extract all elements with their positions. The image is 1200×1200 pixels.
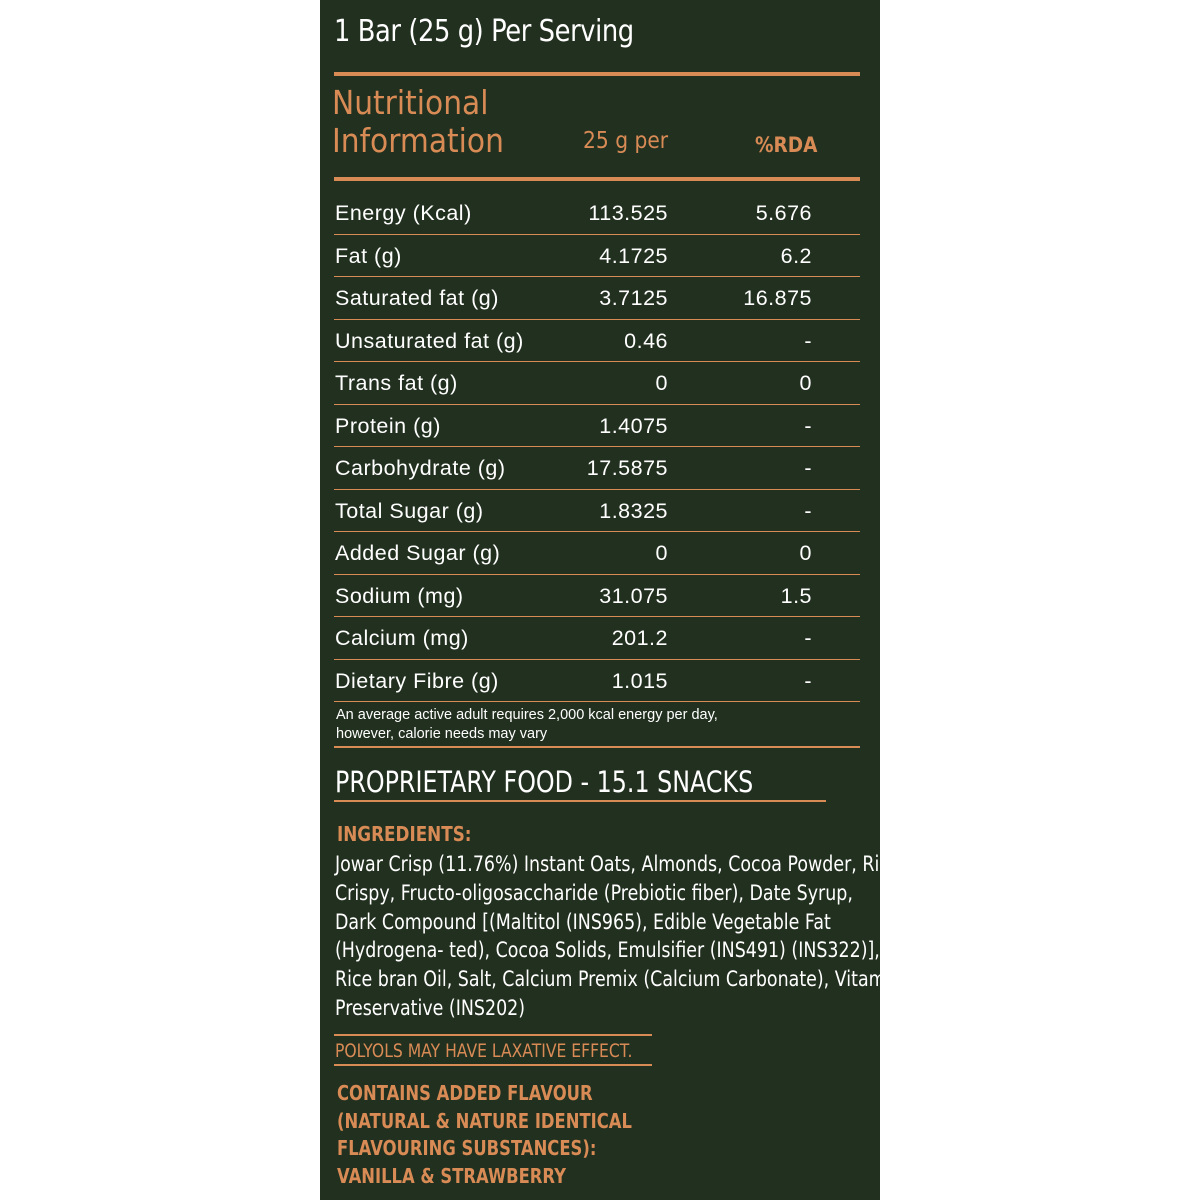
proprietary-divider xyxy=(334,800,826,802)
nutrition-row xyxy=(334,405,860,448)
nutrition-row-rda: 16.875 xyxy=(743,286,812,310)
header-divider xyxy=(334,177,860,181)
nutrition-heading-line2: Information xyxy=(332,121,504,160)
nutrition-row-value: 17.5875 xyxy=(586,456,668,480)
nutrition-heading-line1: Nutritional xyxy=(332,83,489,122)
nutrition-row-label: Calcium (mg) xyxy=(335,626,469,650)
nutrition-row xyxy=(334,362,860,405)
nutrition-row-value: 113.525 xyxy=(588,201,668,225)
flavour-line: CONTAINS ADDED FLAVOUR xyxy=(337,1081,593,1105)
nutrition-row xyxy=(334,320,860,363)
nutrition-label-panel xyxy=(320,0,924,1200)
nutrition-row-rda: 0 xyxy=(799,541,812,565)
nutrition-row-rda: - xyxy=(804,328,812,353)
nutrition-row-label: Carbohydrate (g) xyxy=(335,456,506,480)
polyols-divider-top xyxy=(334,1034,652,1036)
nutrition-row xyxy=(334,277,860,320)
nutrition-row-rda: 1.5 xyxy=(780,583,812,608)
serving-size-title: 1 Bar (25 g) Per Serving xyxy=(334,14,634,49)
nutrition-row-rda: - xyxy=(804,668,812,693)
nutrition-row-label: Fat (g) xyxy=(335,243,402,268)
nutrition-row-value: 1.4075 xyxy=(599,413,668,438)
nutrition-row xyxy=(334,490,860,533)
nutrition-row-label: Trans fat (g) xyxy=(335,371,458,395)
nutrition-row-value: 4.1725 xyxy=(599,243,668,268)
footnote-line1: An average active adult requires 2,000 kcal energy per day, xyxy=(336,707,718,723)
nutrition-row-label: Sodium (mg) xyxy=(335,583,464,608)
nutrition-row-value: 3.7125 xyxy=(599,286,668,310)
nutrition-row-label: Total Sugar (g) xyxy=(335,498,484,523)
nutrition-row xyxy=(334,447,860,490)
footnote-line2: however, calorie needs may vary xyxy=(336,726,548,742)
nutrition-row xyxy=(334,235,860,278)
nutrition-row-rda: 5.676 xyxy=(755,201,812,225)
column-header-rda: %RDA xyxy=(755,133,818,157)
ingredients-line: Dark Compound [(Maltitol (INS965), Edible Vegetable Fat xyxy=(335,909,831,934)
footnote-divider xyxy=(334,746,860,748)
nutrition-heading xyxy=(332,84,548,160)
nutrition-row-rda: 6.2 xyxy=(780,243,812,268)
nutrition-row xyxy=(334,575,860,618)
energy-footnote xyxy=(336,706,718,744)
nutrition-row xyxy=(334,660,860,703)
nutrition-row-value: 1.015 xyxy=(611,668,668,693)
ingredients-line: Crispy, Fructo-oligosaccharide (Prebiotic fiber), Date Syrup, xyxy=(335,880,853,905)
ingredients-text xyxy=(335,850,924,1023)
nutrition-row xyxy=(334,532,860,575)
nutrition-row-rda: - xyxy=(804,626,812,650)
nutrition-row xyxy=(334,617,860,660)
flavour-line: (NATURAL & NATURE IDENTICAL xyxy=(337,1108,632,1133)
nutrition-row-label: Saturated fat (g) xyxy=(335,286,499,310)
ingredients-heading: INGREDIENTS: xyxy=(337,822,472,846)
nutrition-row xyxy=(334,192,860,235)
proprietary-food-title: PROPRIETARY FOOD - 15.1 SNACKS xyxy=(335,765,754,799)
nutrition-row-rda: - xyxy=(804,498,812,523)
nutrition-row-rda: - xyxy=(804,413,812,438)
nutrition-row-rda: 0 xyxy=(799,371,812,395)
nutrition-row-label: Added Sugar (g) xyxy=(335,541,501,565)
flavour-statement xyxy=(337,1080,632,1190)
nutrition-row-label: Unsaturated fat (g) xyxy=(335,328,524,353)
polyols-warning: POLYOLS MAY HAVE LAXATIVE EFFECT. xyxy=(335,1040,633,1062)
flavour-line: VANILLA & STRAWBERRY xyxy=(337,1163,567,1188)
ingredients-line: Rice bran Oil, Salt, Calcium Premix (Calcium Carbonate), Vitamin E, xyxy=(335,967,924,992)
top-divider xyxy=(334,72,860,76)
nutrition-row-rda: - xyxy=(804,456,812,480)
ingredients-line: Preservative (INS202) xyxy=(335,995,526,1020)
nutrition-table xyxy=(334,192,860,702)
flavour-line: FLAVOURING SUBSTANCES): xyxy=(337,1136,597,1160)
ingredients-line: Jowar Crisp (11.76%) Instant Oats, Almonds, Cocoa Powder, Rice xyxy=(335,852,900,876)
nutrition-row-value: 0.46 xyxy=(624,328,668,353)
polyols-divider-bottom xyxy=(334,1064,652,1066)
nutrition-row-value: 0 xyxy=(655,371,668,395)
nutrition-row-label: Energy (Kcal) xyxy=(335,201,472,225)
column-header-per-serving: 25 g per xyxy=(583,128,669,154)
nutrition-row-label: Dietary Fibre (g) xyxy=(335,668,499,693)
nutrition-row-value: 31.075 xyxy=(599,583,668,608)
ingredients-line: (Hydrogena- ted), Cocoa Solids, Emulsifier (INS491) (INS322)], xyxy=(335,938,880,963)
nutrition-row-value: 1.8325 xyxy=(599,498,668,523)
nutrition-row-value: 201.2 xyxy=(611,626,668,650)
nutrition-row-value: 0 xyxy=(655,541,668,565)
nutrition-row-label: Protein (g) xyxy=(335,413,441,438)
